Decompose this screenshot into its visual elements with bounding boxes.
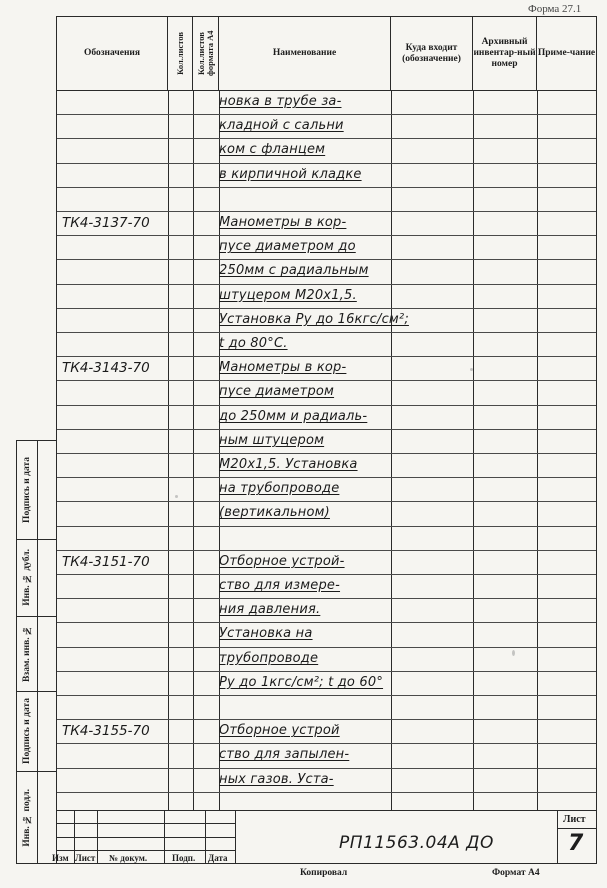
row-oboznachenie <box>62 235 168 257</box>
row-naimenovanie: Установка Ру до 16кгс/см²; <box>219 311 409 327</box>
sheet-label: Лист <box>563 814 586 825</box>
scan-speck <box>512 650 515 656</box>
tb-list: Лист <box>75 853 96 863</box>
row-oboznachenie <box>62 647 168 669</box>
left-margin-strip <box>16 440 56 864</box>
row-rule <box>57 792 596 793</box>
header-primechanie: Приме-чание <box>537 48 596 59</box>
row-naimenovanie: Манометры в кор- <box>219 360 347 376</box>
row-oboznachenie <box>62 187 168 209</box>
row-oboznachenie <box>62 308 168 330</box>
row-naimenovanie: пусе диаметром до <box>219 239 356 255</box>
row-naimenovanie: Отборное устрой <box>219 723 340 739</box>
row-oboznachenie <box>62 598 168 620</box>
row-oboznachenie <box>62 526 168 548</box>
row-naimenovanie <box>219 526 391 548</box>
row-oboznachenie <box>62 284 168 306</box>
header-naimenovanie: Наименование <box>219 17 391 90</box>
tb-data: Дата <box>208 853 228 863</box>
row-oboznachenie <box>62 429 168 451</box>
footer-kopiroval: Копировал <box>300 868 348 878</box>
row-naimenovanie: в кирпичной кладке <box>219 166 362 182</box>
row-oboznachenie <box>62 574 168 596</box>
header-kuda-vhodit: Куда входит (обозначение) <box>391 17 473 90</box>
header-oboznachenie: Обозначения <box>57 17 168 90</box>
row-naimenovanie: ных газов. Уста- <box>219 771 334 787</box>
row-oboznachenie <box>62 768 168 790</box>
strip-inv-podl: Инв. № подл. <box>22 789 32 847</box>
row-naimenovanie: новка в трубе за- <box>219 94 342 109</box>
row-naimenovanie <box>219 187 391 209</box>
row-oboznachenie <box>62 622 168 644</box>
strip-inv-dubl: Инв. № дубл. <box>22 549 32 606</box>
footer-format: Формат А4 <box>492 868 540 878</box>
row-naimenovanie: (вертикальном) <box>219 505 330 521</box>
row-oboznachenie: ТК4-3155-70 <box>62 723 150 740</box>
sheet-number: 7 <box>568 831 584 856</box>
row-naimenovanie: Манометры в кор- <box>219 215 347 230</box>
row-naimenovanie: ком с фланцем <box>219 142 326 158</box>
row-naimenovanie: ство для измере- <box>219 578 341 593</box>
row-naimenovanie: 250мм с радиальным <box>219 263 369 279</box>
row-oboznachenie <box>62 671 168 693</box>
row-oboznachenie <box>62 90 168 112</box>
row-naimenovanie: Отборное устрой- <box>219 553 345 569</box>
row-oboznachenie <box>62 163 168 185</box>
scan-speck <box>470 368 473 371</box>
row-oboznachenie: ТК4-3137-70 <box>62 215 150 231</box>
row-oboznachenie <box>62 332 168 354</box>
form-number: Форма 27.1 <box>528 3 582 15</box>
row-naimenovanie: трубопроводе <box>219 650 319 666</box>
row-oboznachenie <box>62 501 168 523</box>
row-oboznachenie <box>62 453 168 475</box>
row-oboznachenie: ТК4-3143-70 <box>62 360 150 377</box>
row-oboznachenie <box>62 405 168 427</box>
row-oboznachenie <box>62 477 168 499</box>
tb-nom-dokum: № докум. <box>109 853 148 863</box>
row-naimenovanie: М20х1,5. Установка <box>219 457 358 472</box>
header-arhivny-nomer: Архивный инвентар-ный номер <box>473 17 537 90</box>
strip-vzam-inv: Взам. инв. № <box>22 625 32 682</box>
row-oboznachenie <box>62 695 168 717</box>
row-naimenovanie: пусе диаметром <box>219 384 335 400</box>
strip-divider <box>37 441 38 863</box>
row-naimenovanie: Ру до 1кгс/см²; t до 60° <box>219 674 384 690</box>
row-naimenovanie <box>219 695 391 717</box>
tb-izm: Изм <box>52 853 69 863</box>
row-naimenovanie: кладной с сальни <box>219 118 344 134</box>
row-naimenovanie: t до 80°С. <box>219 336 288 351</box>
row-naimenovanie: ным штуцером <box>219 432 325 448</box>
document-code: РП11563.04А ДО <box>339 833 494 853</box>
specification-sheet <box>52 16 597 864</box>
row-naimenovanie: ство для запылен- <box>219 747 350 763</box>
row-oboznachenie <box>62 259 168 281</box>
title-block <box>52 810 596 864</box>
row-oboznachenie: ТК4-3151-70 <box>62 553 150 570</box>
strip-podpis-data-1: Подпись и дата <box>22 698 32 764</box>
header-kol-listov-a4: Кол.листов формата А4 <box>193 17 219 90</box>
scan-speck <box>175 495 178 498</box>
row-naimenovanie: на трубопроводе <box>219 481 340 497</box>
row-naimenovanie: ния давления. <box>219 602 321 618</box>
row-oboznachenie <box>62 138 168 160</box>
row-oboznachenie <box>62 380 168 402</box>
row-oboznachenie <box>62 743 168 765</box>
strip-podpis-data-2: Подпись и дата <box>22 457 32 523</box>
row-naimenovanie: Установка на <box>219 626 313 642</box>
header-kol-listov: Кол.листов <box>168 17 193 90</box>
row-naimenovanie: штуцером М20х1,5. <box>219 287 357 303</box>
row-oboznachenie <box>62 114 168 136</box>
tb-podp: Подп. <box>172 853 196 863</box>
row-naimenovanie: до 250мм и радиаль- <box>219 408 368 424</box>
